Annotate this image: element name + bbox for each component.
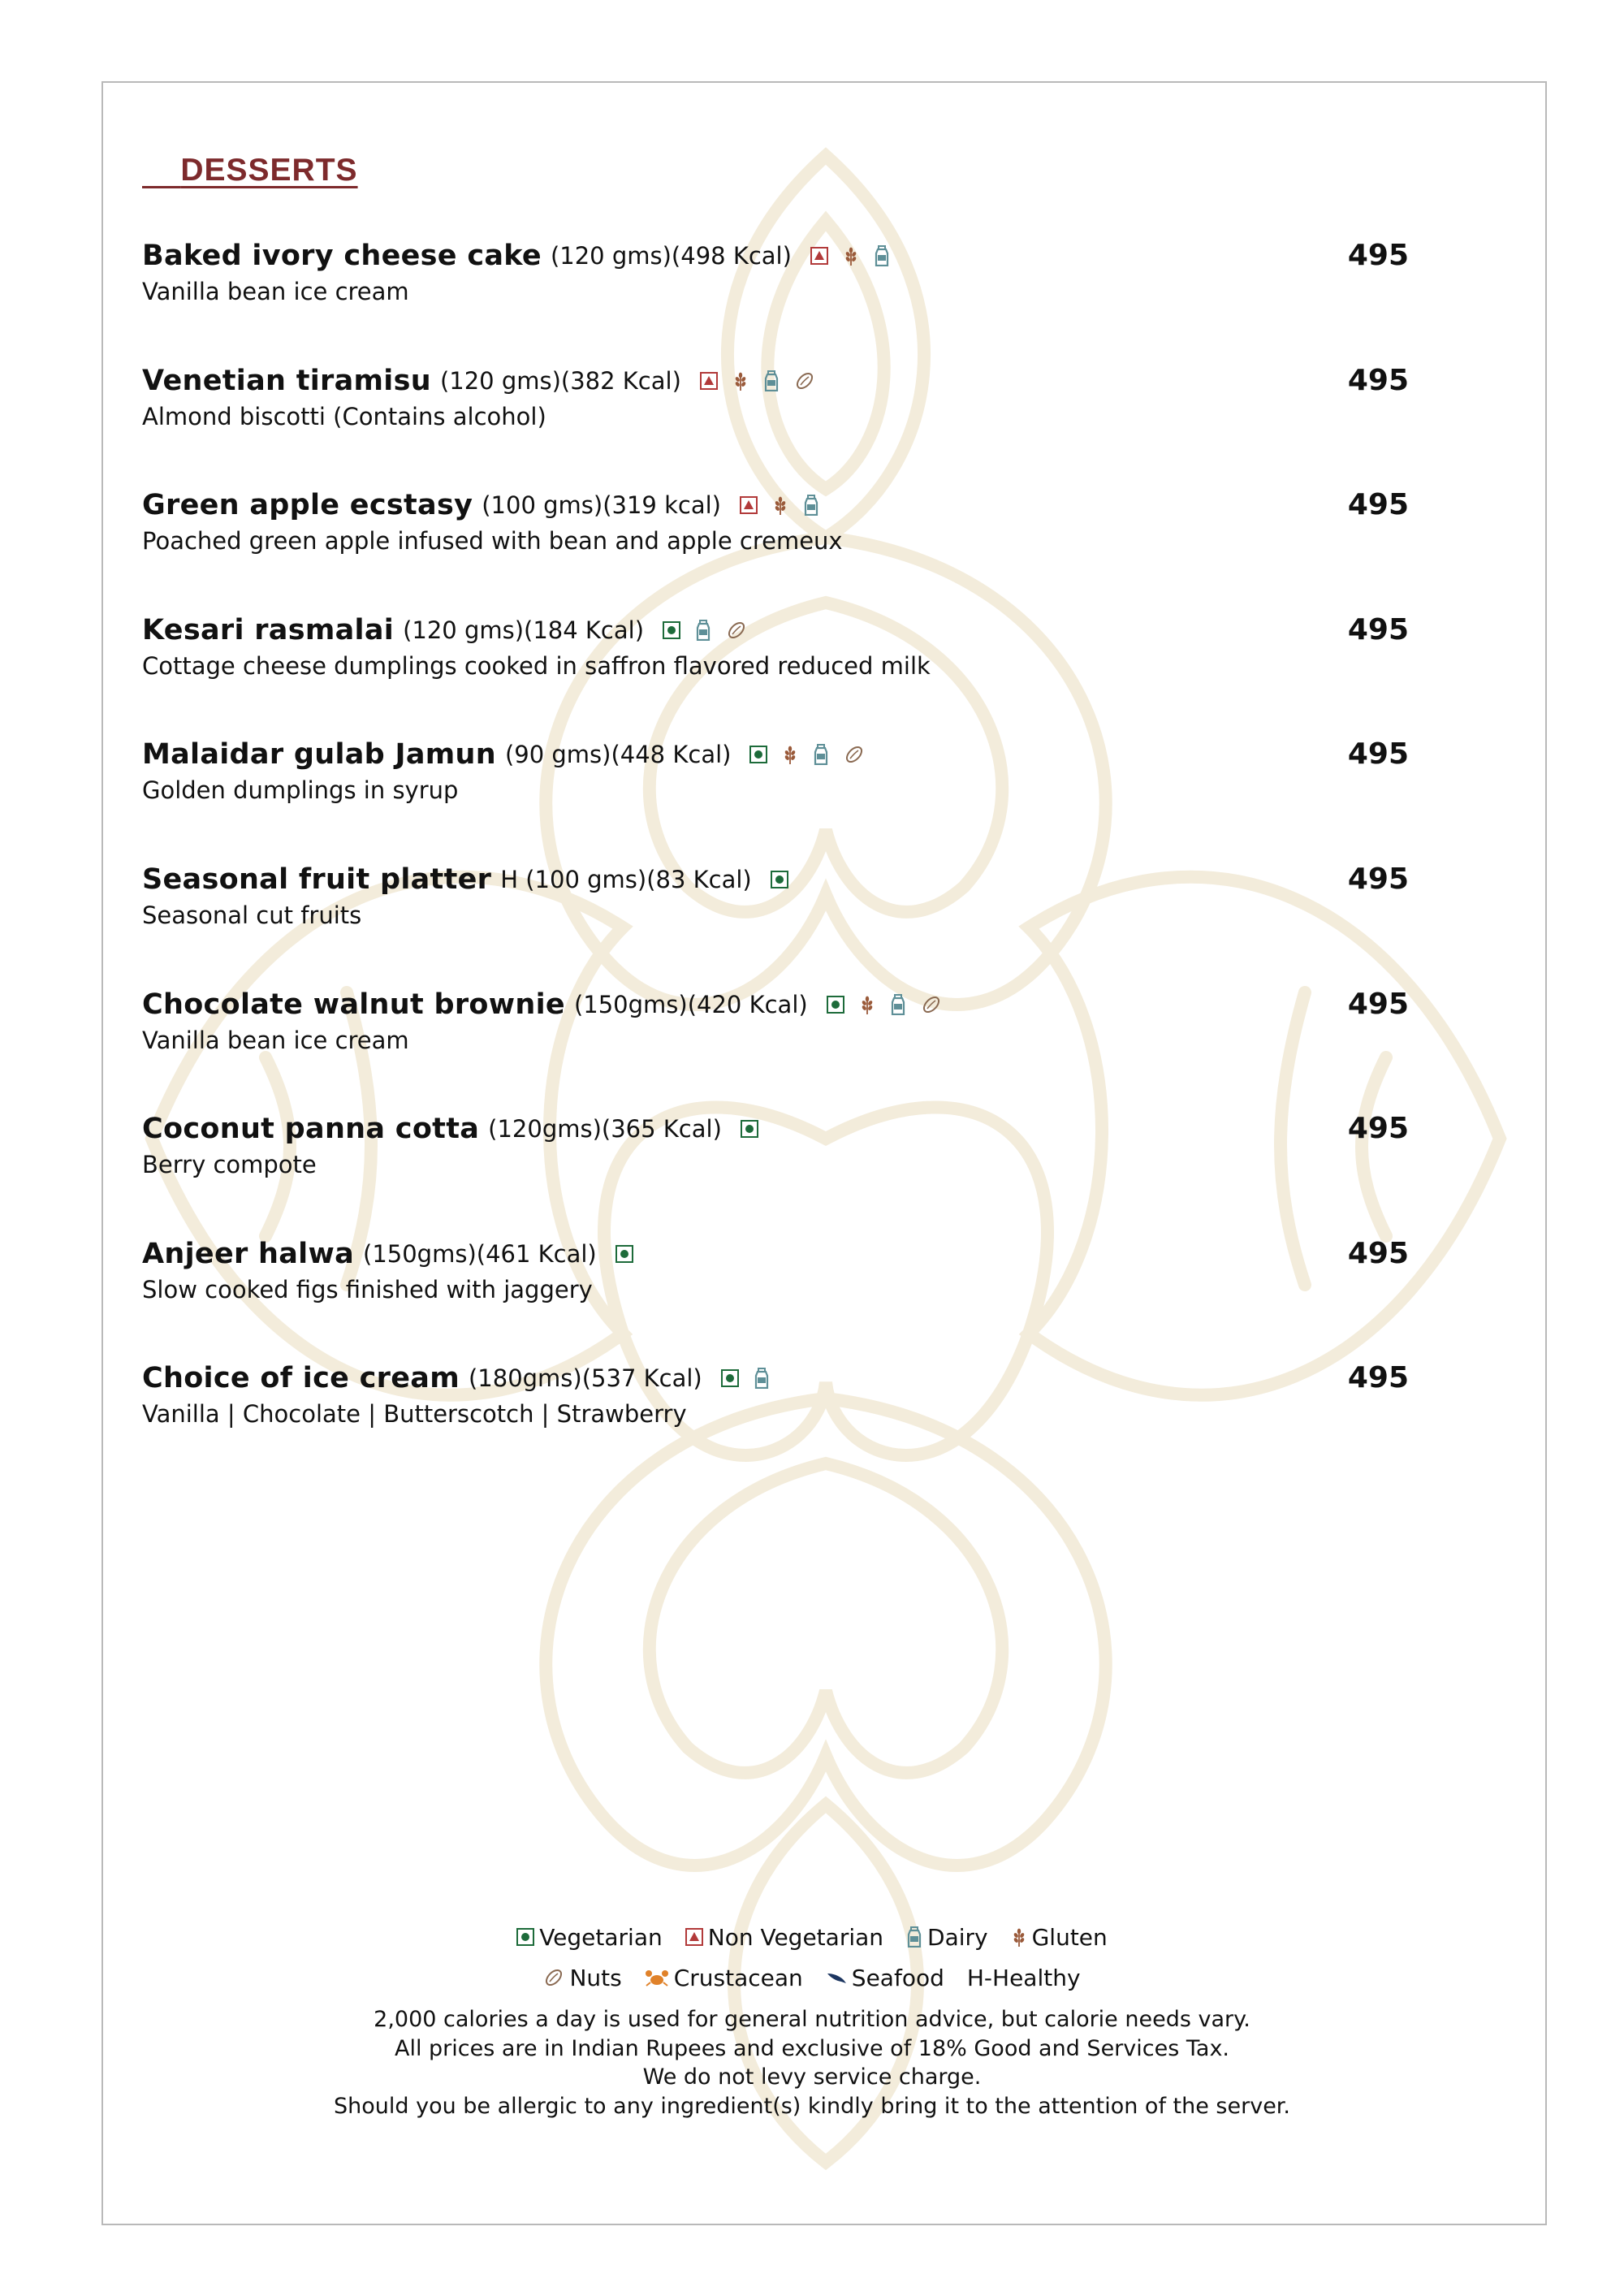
menu-item-price: 495 xyxy=(1347,737,1409,772)
menu-item-list xyxy=(142,236,1409,1483)
menu-item-price: 495 xyxy=(1347,862,1409,896)
legend-dairy xyxy=(906,1924,988,1951)
menu-item-portion-calories: (120 gms)(382 Kcal) xyxy=(439,366,681,395)
menu-item-line xyxy=(142,1234,1409,1274)
menu-item-name: Baked ivory cheese cake xyxy=(142,240,542,272)
menu-item-portion-calories: (180gms)(537 Kcal) xyxy=(468,1364,702,1393)
menu-item-name: Coconut panna cotta xyxy=(142,1113,480,1146)
menu-item-portion-calories: (100 gms)(319 kcal) xyxy=(482,491,721,520)
menu-item-dietary-icons xyxy=(693,370,823,391)
veg-icon xyxy=(721,1369,739,1387)
menu-item-name: Kesari rasmalai xyxy=(142,613,395,646)
legend-gluten-label: Gluten xyxy=(1031,1923,1108,1951)
legend-non-vegetarian-label: Non Vegetarian xyxy=(707,1923,884,1951)
menu-item-line xyxy=(142,361,1409,401)
menu-item-line xyxy=(142,984,1409,1025)
note-service-charge: We do not levy service charge. xyxy=(642,2064,982,2090)
menu-item-line xyxy=(142,1358,1409,1399)
veg-icon xyxy=(741,1120,758,1138)
dietary-legend xyxy=(0,1917,1624,1998)
nuts-icon xyxy=(726,620,747,641)
menu-item-price: 495 xyxy=(1347,239,1409,272)
menu-item-name: Venetian tiramisu xyxy=(142,364,431,397)
menu-item-portion-calories: (120 gms)(184 Kcal) xyxy=(403,616,645,644)
menu-item-name: Choice of ice cream xyxy=(142,1362,460,1395)
dairy-icon xyxy=(754,1368,770,1389)
menu-item-name: Seasonal fruit platter xyxy=(142,862,492,896)
menu-item-name: Chocolate walnut brownie xyxy=(142,988,565,1021)
legend-seafood-label: Seafood xyxy=(851,1964,944,1991)
menu-item-description: Seasonal cut fruits xyxy=(142,901,362,929)
menu-item-dietary-icons xyxy=(732,495,827,516)
dairy-icon xyxy=(803,495,819,516)
menu-item-line xyxy=(142,859,1409,900)
dairy-icon xyxy=(906,1926,922,1948)
menu-item-dietary-icons xyxy=(742,744,872,765)
menu-item-dietary-icons xyxy=(714,1368,777,1389)
menu-item xyxy=(142,610,1409,735)
menu-item xyxy=(142,734,1409,859)
legend-row-2 xyxy=(0,1957,1624,1998)
menu-item-price: 495 xyxy=(1347,612,1409,646)
menu-item xyxy=(142,361,1409,486)
gluten-icon xyxy=(782,744,798,765)
nonveg-icon xyxy=(740,496,758,514)
veg-icon xyxy=(615,1245,633,1263)
nuts-icon xyxy=(794,370,815,391)
menu-item-dietary-icons xyxy=(608,1245,641,1263)
menu-item xyxy=(142,984,1409,1109)
crustacean-icon xyxy=(645,1968,669,1987)
legend-healthy xyxy=(967,1965,1081,1991)
menu-item-name: Malaidar gulab Jamun xyxy=(142,738,496,772)
nonveg-icon xyxy=(685,1928,703,1946)
menu-item-dietary-icons xyxy=(733,1120,766,1138)
gluten-icon xyxy=(732,370,749,391)
legend-non-vegetarian xyxy=(685,1924,883,1951)
legend-nuts-label: Nuts xyxy=(569,1964,622,1991)
section-title-desserts: DESSERTS xyxy=(180,153,358,188)
menu-item-description: Slow cooked figs finished with jaggery xyxy=(142,1275,593,1303)
menu-item-dietary-icons xyxy=(803,245,897,266)
note-calories: 2,000 calories a day is used for general nutrition advice, but calorie needs vary. xyxy=(374,2007,1250,2032)
nonveg-icon xyxy=(700,372,718,390)
menu-item-line xyxy=(142,236,1409,276)
legend-row-1 xyxy=(0,1917,1624,1957)
legend-seafood xyxy=(826,1965,944,1991)
menu-item-dietary-icons xyxy=(655,620,754,641)
menu-item-line xyxy=(142,1109,1409,1149)
menu-item-price: 495 xyxy=(1347,488,1409,522)
menu-item-line xyxy=(142,485,1409,525)
menu-item-description: Vanilla bean ice cream xyxy=(142,278,409,305)
legend-vegetarian-label: Vegetarian xyxy=(539,1923,663,1951)
legend-nuts xyxy=(543,1965,621,1991)
menu-item-dietary-icons xyxy=(763,871,796,888)
menu-item-price: 495 xyxy=(1347,1112,1409,1146)
menu-item-description: Almond biscotti (Contains alcohol) xyxy=(142,402,546,430)
menu-item-description: Golden dumplings in syrup xyxy=(142,776,459,805)
menu-item-price: 495 xyxy=(1347,1236,1409,1270)
nonveg-icon xyxy=(810,247,828,265)
gluten-icon xyxy=(1011,1926,1027,1948)
legend-dairy-label: Dairy xyxy=(927,1923,988,1951)
dairy-icon xyxy=(813,744,829,765)
nuts-icon xyxy=(543,1967,564,1988)
gluten-icon xyxy=(772,495,788,516)
veg-icon xyxy=(749,746,767,763)
menu-item-description: Poached green apple infused with bean and apple cremeux xyxy=(142,527,843,556)
note-allergy: Should you be allergic to any ingredient(s) kindly bring it to the attention of the server. xyxy=(333,2093,1291,2119)
menu-item-name: Green apple ecstasy xyxy=(142,489,473,522)
veg-icon xyxy=(663,621,680,639)
menu-item-price: 495 xyxy=(1347,363,1409,397)
menu-item xyxy=(142,1109,1409,1234)
menu-item-line xyxy=(142,734,1409,775)
veg-icon xyxy=(516,1928,534,1946)
menu-item-description: Berry compote xyxy=(142,1151,317,1179)
menu-item xyxy=(142,236,1409,361)
nuts-icon xyxy=(921,994,942,1015)
menu-item-description: Vanilla | Chocolate | Butterscotch | Strawberry xyxy=(142,1400,687,1429)
veg-icon xyxy=(771,871,788,888)
menu-item-price: 495 xyxy=(1347,987,1409,1021)
dairy-icon xyxy=(874,245,890,266)
gluten-icon xyxy=(843,245,859,266)
dairy-icon xyxy=(763,370,780,391)
veg-icon xyxy=(827,996,844,1014)
menu-item xyxy=(142,1358,1409,1483)
menu-item-portion-calories: H (100 gms)(83 Kcal) xyxy=(500,865,752,893)
menu-item xyxy=(142,859,1409,984)
dairy-icon xyxy=(890,994,906,1015)
menu-item xyxy=(142,1234,1409,1359)
note-prices-tax: All prices are in Indian Rupees and exclusive of 18% Good and Services Tax. xyxy=(394,2035,1230,2061)
legend-vegetarian xyxy=(516,1924,663,1951)
menu-item-name: Anjeer halwa xyxy=(142,1237,355,1270)
menu-item-portion-calories: (150gms)(420 Kcal) xyxy=(573,990,808,1018)
footer-notes xyxy=(0,2005,1624,2121)
legend-healthy-label: H-Healthy xyxy=(966,1964,1081,1991)
menu-item xyxy=(142,485,1409,610)
menu-item-portion-calories: (120gms)(365 Kcal) xyxy=(488,1115,722,1143)
menu-item-line xyxy=(142,610,1409,651)
legend-crustacean-label: Crustacean xyxy=(673,1964,803,1991)
menu-item-description: Cottage cheese dumplings cooked in saffron flavored reduced milk xyxy=(142,651,931,680)
menu-item-description: Vanilla bean ice cream xyxy=(142,1026,409,1054)
menu-item-portion-calories: (120 gms)(498 Kcal) xyxy=(550,242,792,270)
seafood-icon xyxy=(826,1970,847,1985)
legend-gluten xyxy=(1011,1924,1108,1951)
nuts-icon xyxy=(844,744,865,765)
dairy-icon xyxy=(695,620,711,641)
menu-item-portion-calories: (90 gms)(448 Kcal) xyxy=(504,741,732,769)
menu-item-portion-calories: (150gms)(461 Kcal) xyxy=(363,1239,597,1268)
menu-item-dietary-icons xyxy=(819,994,949,1015)
menu-item-price: 495 xyxy=(1347,1361,1409,1395)
gluten-icon xyxy=(859,994,875,1015)
legend-crustacean xyxy=(645,1965,803,1991)
